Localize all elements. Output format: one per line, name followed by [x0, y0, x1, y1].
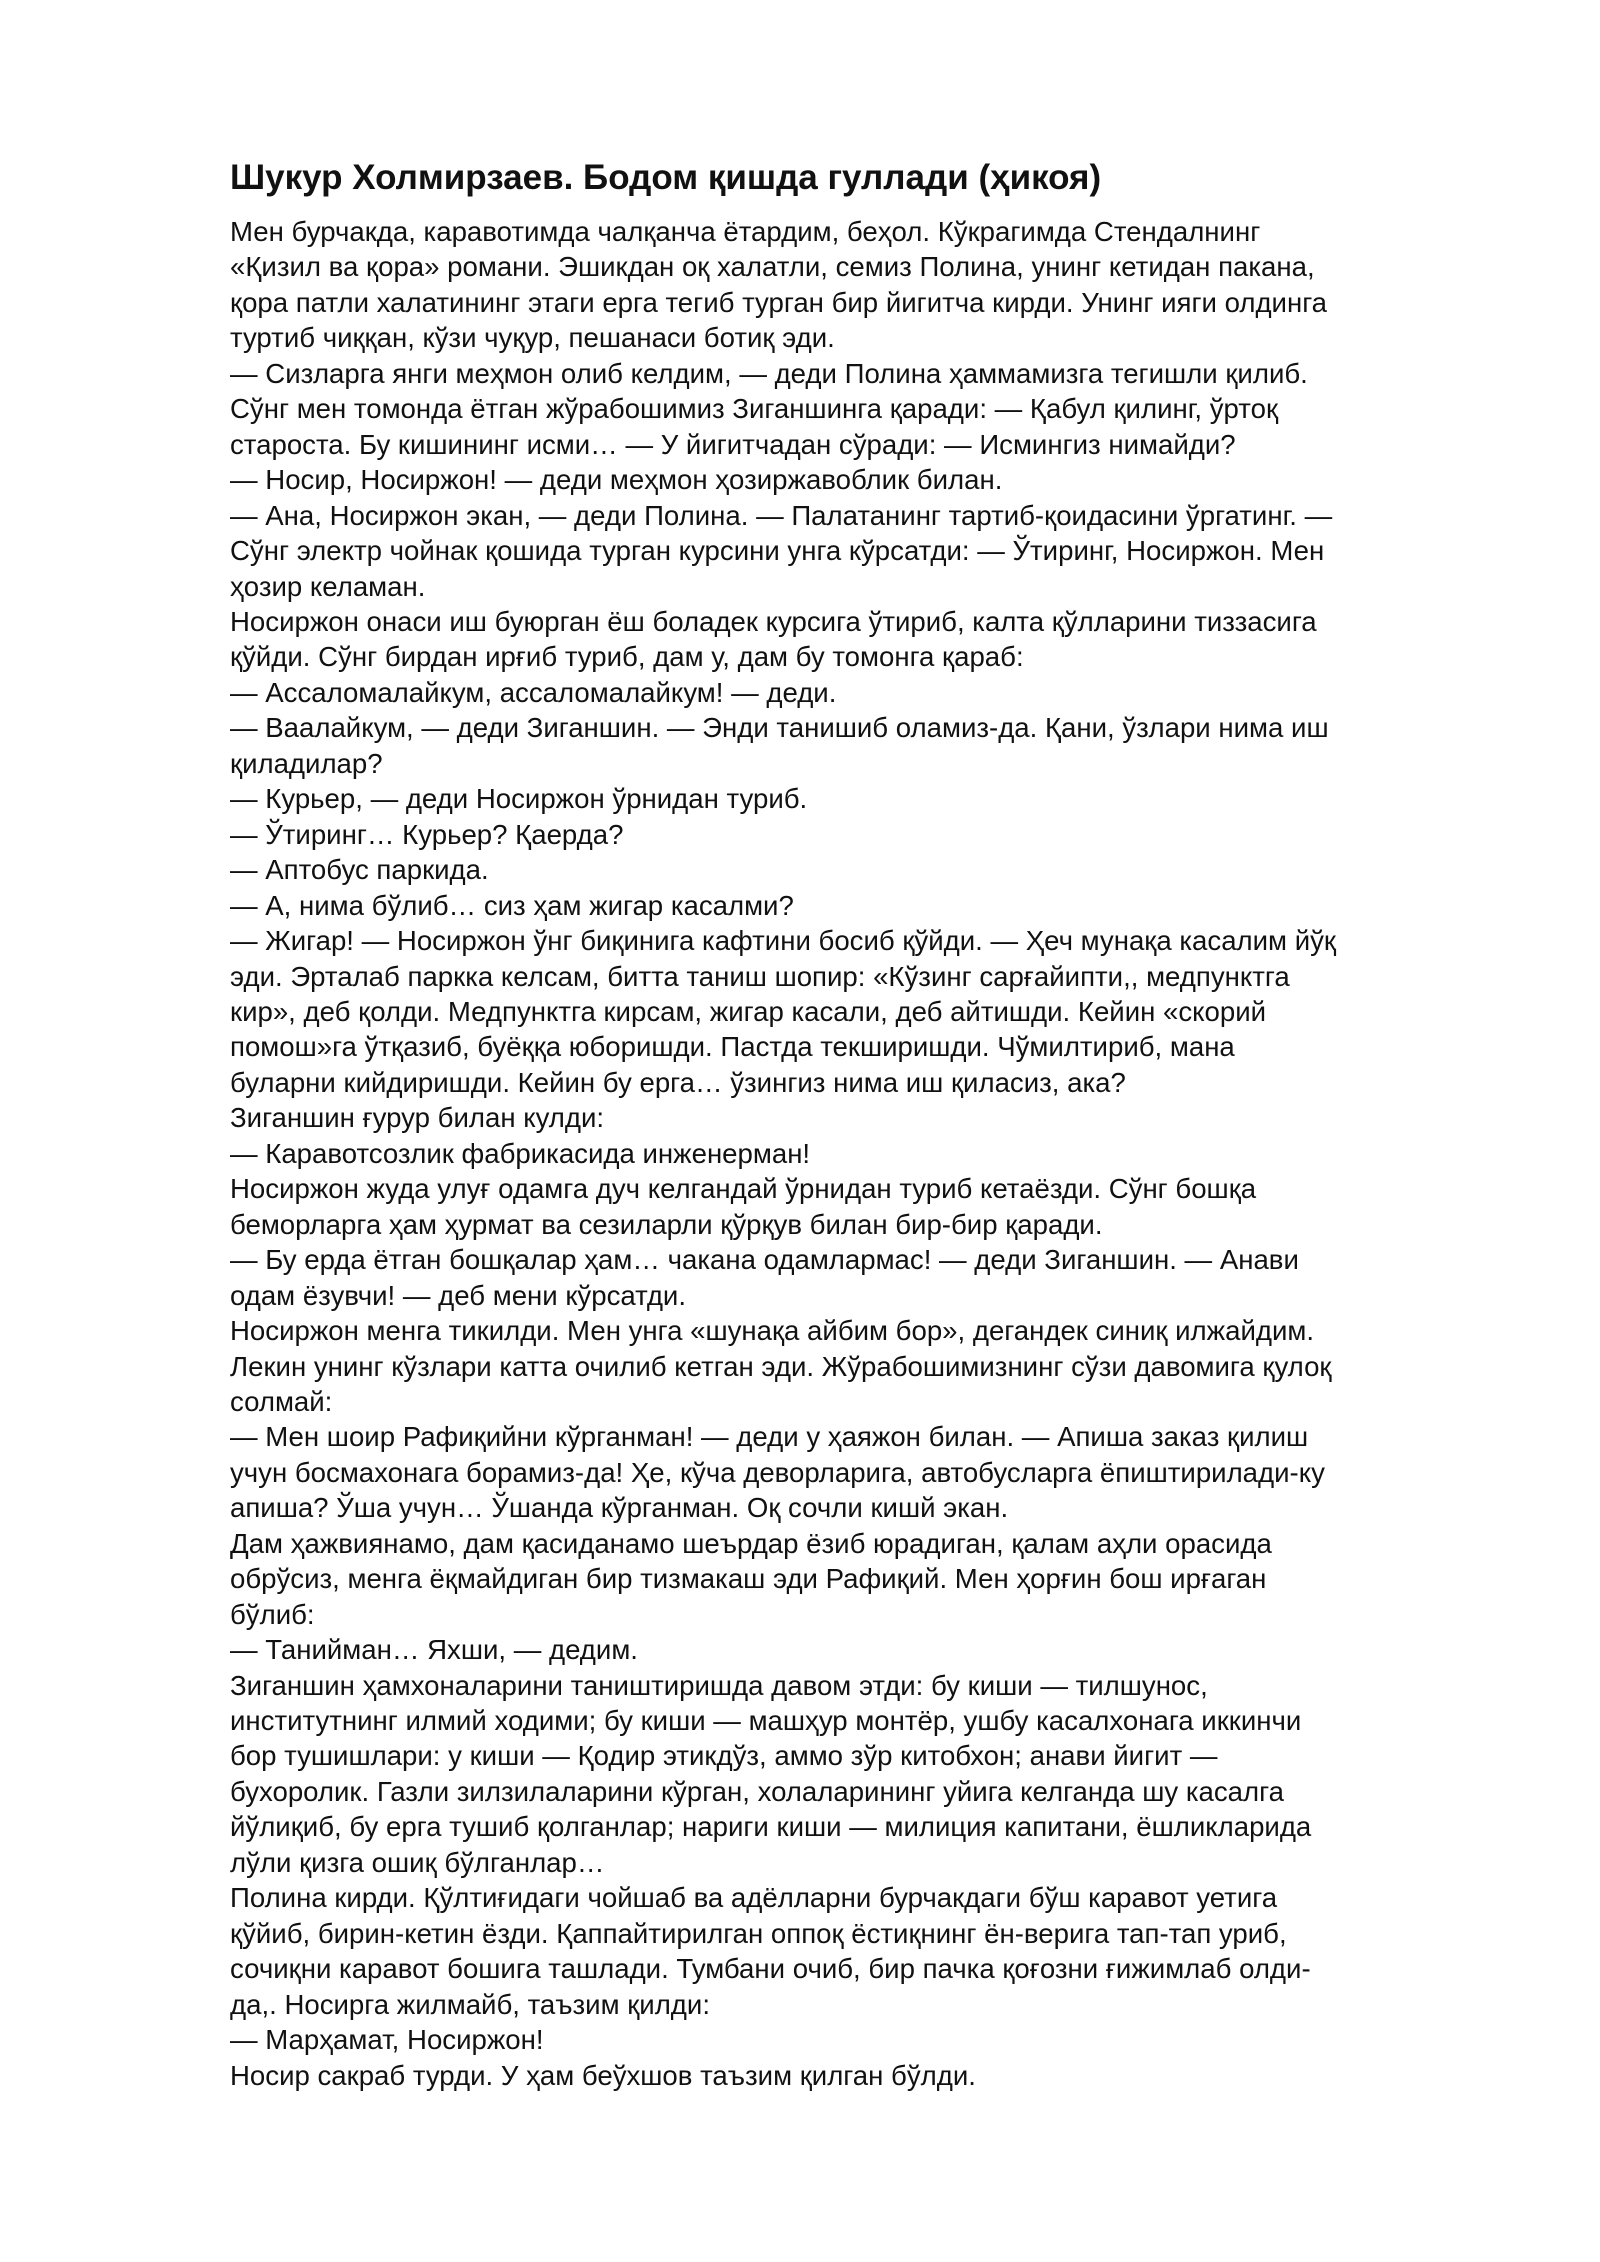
- text-line: да,. Носирга жилмайб, таъзим қилди:: [230, 1988, 710, 2020]
- text-line: қора патли халатининг этаги ерга тегиб турган бир йигитча кирди. Унинг ияги олдинга: [230, 286, 1328, 318]
- document-title: Шукур Холмирзаев. Бодом қишда гуллади (ҳикоя): [230, 158, 1102, 197]
- text-line: — Носир, Носиржон! — деди меҳмон ҳозиржавоблик билан.: [230, 464, 1003, 496]
- text-line: қўйди. Сўнг бирдан ирғиб туриб, дам у, дам бу томонга қараб:: [230, 641, 1024, 673]
- text-line: Зиганшин ғурур билан кулди:: [230, 1102, 605, 1134]
- text-line: — Ўтиринг… Курьер? Қаерда?: [230, 818, 624, 850]
- text-line: Носиржон менга тикилди. Мен унга «шунақа айбим бор», дегандек синиқ илжайдим.: [230, 1315, 1315, 1347]
- text-line: Носиржон жуда улуғ одамга дуч келгандай ўрнидан туриб кетаёзди. Сўнг бошқа: [230, 1173, 1257, 1205]
- text-line: — Мен шоир Рафиқийни кўрганман! — деди у ҳаяжон билан. — Апиша заказ қилиш: [230, 1421, 1309, 1453]
- text-line: апиша? Ўша учун… Ўшанда кўрганман. Оқ сочли кишй экан.: [230, 1492, 1009, 1524]
- text-line: Сўнг мен томонда ётган жўрабошимиз Зиганшинга қаради: — Қабул қилинг, ўртоқ: [230, 393, 1279, 425]
- text-line: — Сизларга янги меҳмон олиб келдим, — деди Полина ҳаммамизга тегишли қилиб.: [230, 357, 1308, 389]
- text-line: кир», деб қолди. Медпунктга кирсам, жигар касали, деб айтишди. Кейин «скорий: [230, 995, 1267, 1027]
- text-line: — Танийман… Яхши, — дедим.: [230, 1634, 638, 1666]
- text-line: лўли қизга ошиқ бўлганлар…: [230, 1846, 605, 1878]
- text-line: обрўсиз, менга ёқмайдиган бир тизмакаш эди Рафиқий. Мен ҳорғин бош ирғаган: [230, 1563, 1267, 1595]
- text-line: Сўнг электр чойнак қошида турган курсини унга кўрсатди: — Ўтиринг, Носиржон. Мен: [230, 535, 1325, 567]
- text-line: бўлиб:: [230, 1598, 315, 1630]
- text-line: — А, нима бўлиб… сиз ҳам жигар касалми?: [230, 889, 794, 921]
- text-line: «Қизил ва қора» романи. Эшикдан оқ халатли, семиз Полина, унинг кетидан пакана,: [230, 251, 1315, 283]
- text-line: Мен бурчакда, каравотимда чалқанча ётардим, беҳол. Кўкрагимда Стендалнинг: [230, 216, 1261, 247]
- text-line: беморларга ҳам ҳурмат ва сезиларли қўрқув билан бир-бир қаради.: [230, 1208, 1103, 1240]
- text-line: Лекин унинг кўзлари катта очилиб кетган эди. Жўрабошимизнинг сўзи давомига қулоқ: [230, 1350, 1332, 1382]
- document-page: [230, 152, 1530, 2093]
- text-line: буларни кийдиришди. Кейин бу ерга… ўзингиз нима иш қиласиз, ака?: [230, 1066, 1126, 1098]
- text-line: сочиқни каравот бошига ташлади. Тумбани очиб, бир пачка қоғозни ғижимлаб олди-: [230, 1953, 1311, 1985]
- text-line: — Бу ерда ётган бошқалар ҳам… чакана одамлармас! — деди Зиганшин. — Анави: [230, 1244, 1299, 1276]
- text-line: — Ана, Носиржон экан, — деди Полина. — Палатанинг тартиб-қоидасини ўргатинг. —: [230, 499, 1333, 531]
- text-line: солмай:: [230, 1385, 333, 1417]
- text-line: староста. Бу кишининг исми… — У йигитчадан сўради: — Исмингиз нимайди?: [230, 428, 1236, 460]
- text-line: учун босмахонага борамиз-да! Ҳе, кўча деворларига, автобусларга ёпиштирилади-ку: [230, 1456, 1325, 1488]
- text-line: қиладилар?: [230, 747, 383, 779]
- text-line: Носир сакраб турди. У ҳам беўхшов таъзим қилган бўлди.: [230, 2059, 976, 2091]
- text-line: Носиржон онаси иш буюрган ёш боладек курсига ўтириб, калта қўлларини тиззасига: [230, 605, 1317, 637]
- text-line: Полина кирди. Қўлтиғидаги чойшаб ва адёлларни бурчакдаги бўш каравот уетига: [230, 1882, 1278, 1914]
- text-line: — Курьер, — деди Носиржон ўрнидан туриб.: [230, 783, 808, 815]
- text-line: қўйиб, бирин-кетин ёзди. Қаппайтирилган оппоқ ёстиқнинг ён-верига тап-тап уриб,: [230, 1917, 1287, 1949]
- text-line: — Ассаломалайкум, ассаломалайкум! — деди.: [230, 676, 837, 708]
- document-body: [230, 214, 1530, 2093]
- text-line: бухоролик. Газли зилзилаларини кўрган, холаларининг уйига келганда шу касалга: [230, 1775, 1284, 1807]
- text-line: — Ваалайкум, — деди Зиганшин. — Энди танишиб оламиз-да. Қани, ўзлари нима иш: [230, 712, 1329, 744]
- text-line: — Марҳамат, Носиржон!: [230, 2024, 544, 2056]
- text-line: эди. Эрталаб паркка келсам, битта таниш шопир: «Кўзинг сарғайипти,, медпунктга: [230, 960, 1290, 992]
- text-line: Дам ҳажвиянамо, дам қасиданамо шеърдар ёзиб юрадиган, қалам аҳли орасида: [230, 1527, 1272, 1559]
- text-line: йўлиқиб, бу ерга тушиб қолганлар; нариги киши — милиция капитани, ёшликларида: [230, 1811, 1312, 1843]
- text-line: — Каравотсозлик фабрикасида инженерман!: [230, 1137, 811, 1169]
- text-line: — Жигар! — Носиржон ўнг биқинига кафтини босиб қўйди. — Ҳеч мунақа касалим йўқ: [230, 925, 1336, 957]
- text-line: институтнинг илмий ходими; бу киши — машҳур монтёр, ушбу касалхонага иккинчи: [230, 1705, 1302, 1737]
- text-line: Зиганшин ҳамхоналарини таништиришда давом этди: бу киши — тилшунос,: [230, 1669, 1208, 1701]
- text-line: туртиб чиққан, кўзи чуқур, пешанаси ботиқ эди.: [230, 322, 835, 354]
- text-line: одам ёзувчи! — деб мени кўрсатди.: [230, 1279, 687, 1311]
- text-line: помош»га ўтқазиб, буёққа юборишди. Пастда текширишди. Чўмилтириб, мана: [230, 1031, 1235, 1063]
- text-line: бор тушишлари: у киши — Қодир этикдўз, аммо зўр китобхон; анави йигит —: [230, 1740, 1218, 1772]
- text-line: — Аптобус паркида.: [230, 854, 489, 886]
- text-line: ҳозир келаман.: [230, 570, 426, 602]
